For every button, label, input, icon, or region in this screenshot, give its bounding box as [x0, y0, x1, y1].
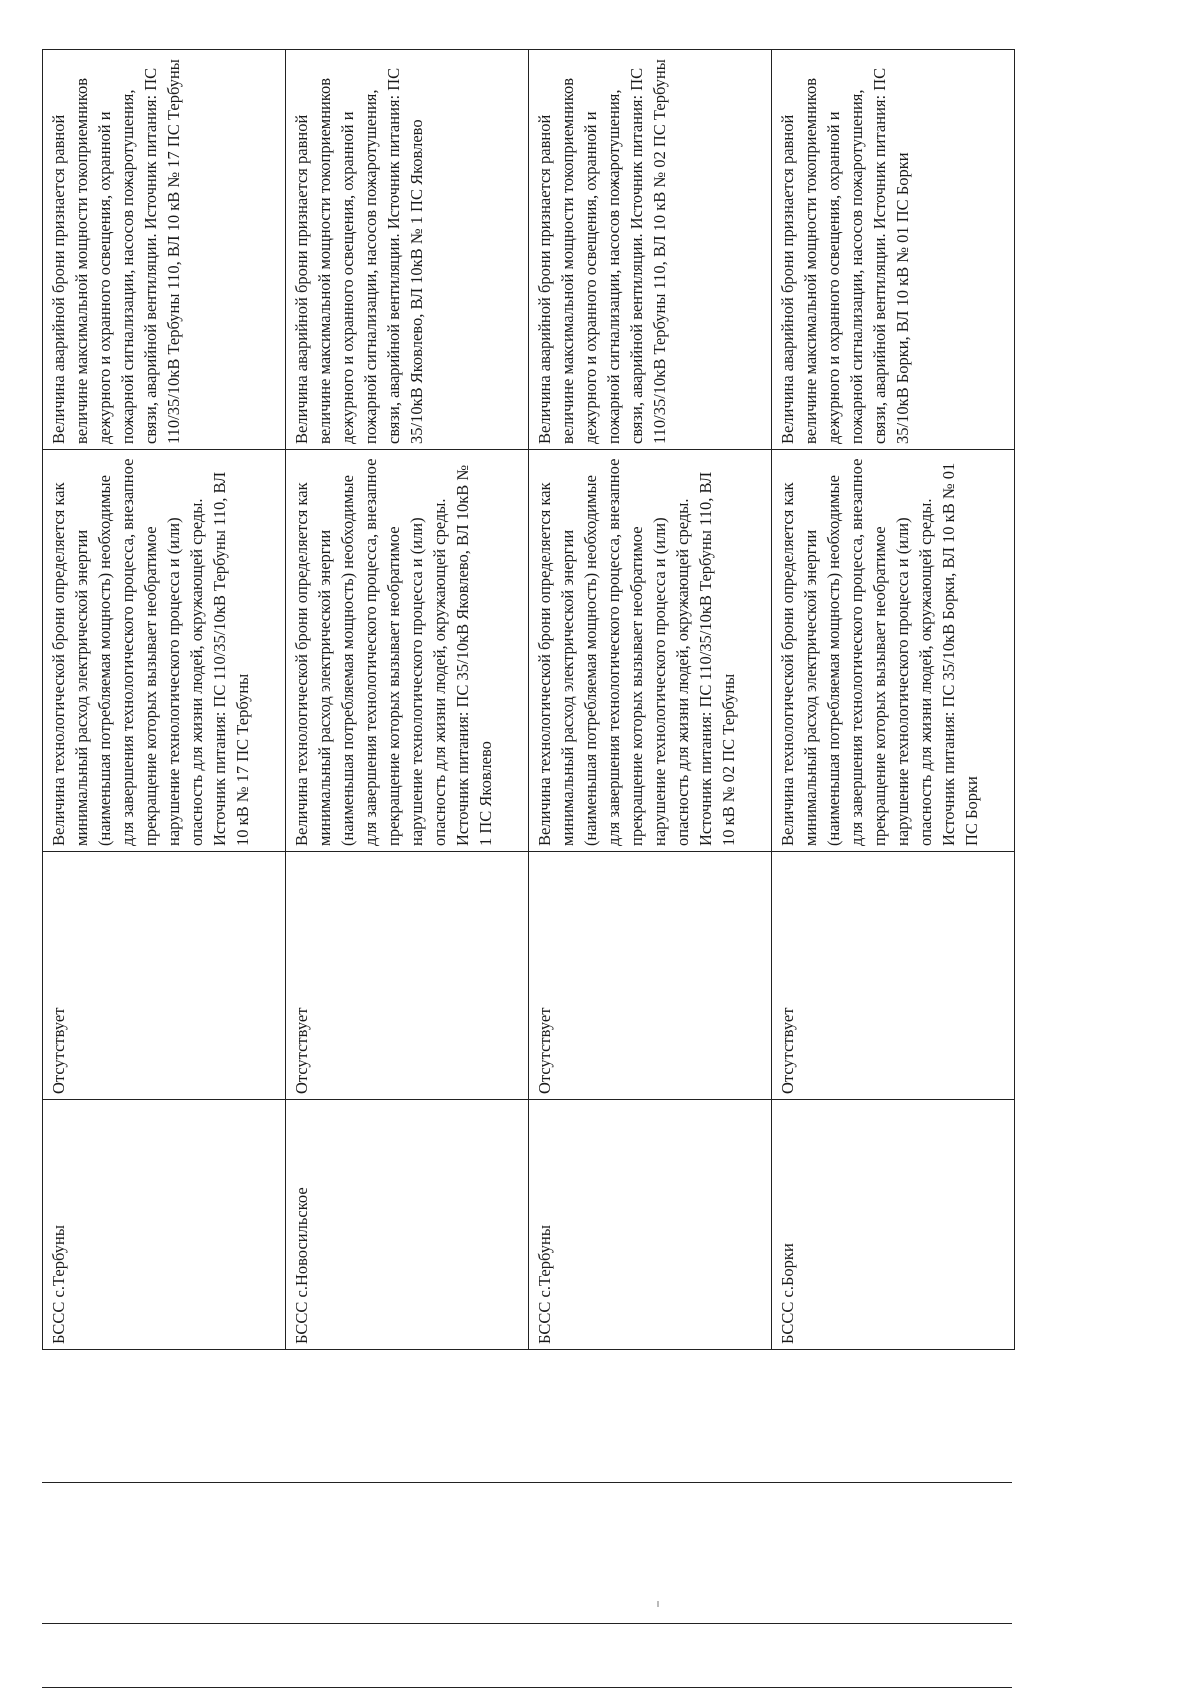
horizontal-rule — [42, 1687, 1012, 1688]
technological-reserve-cell: Величина технологической брони определяется как минимальный расход электрической энергии (наименьшая потребляемая мощность) необходимые для завершения технологического процесса, внезапное прекращение которых вызывает необратимое нарушение технологического процесса и (или) опасность для жизни людей, окружающей среды. Источник питания: ПС 35/10кВ Борки, ВЛ 10 кВ № 01 ПС Борки — [772, 450, 1015, 852]
consumer-name-cell: БССС с.Тербуны — [43, 1100, 286, 1350]
reserve-status-cell: Отсутствует — [772, 852, 1015, 1100]
table-row — [286, 50, 529, 1350]
table-row — [529, 50, 772, 1350]
horizontal-rule — [42, 1623, 1012, 1624]
horizontal-rule — [42, 1482, 1012, 1483]
reserve-status-cell: Отсутствует — [286, 852, 529, 1100]
consumer-name-cell: БССС с.Новосильское — [286, 1100, 529, 1350]
reserve-status-cell: Отсутствует — [529, 852, 772, 1100]
technological-reserve-cell: Величина технологической брони определяется как минимальный расход электрической энергии (наименьшая потребляемая мощность) необходимые для завершения технологического процесса, внезапное прекращение которых вызывает необратимое нарушение технологического процесса и (или) опасность для жизни людей, окружающей среды. Источник питания: ПС 35/10кВ Яковлево, ВЛ 10кВ № 1 ПС Яковлево — [286, 450, 529, 852]
emergency-reserve-cell: Величина аварийной брони признается равной величине максимальной мощности токоприемников дежурного и охранного освещения, охранной и пожарной сигнализации, насосов пожаротушения, связи, аварийной вентиляции. Источник питания: ПС 110/35/10кВ Тербуны 110, ВЛ 10 кВ № 02 ПС Тербуны — [529, 50, 772, 450]
rotated-table-container — [42, 50, 1015, 1350]
technological-reserve-cell: Величина технологической брони определяется как минимальный расход электрической энергии (наименьшая потребляемая мощность) необходимые для завершения технологического процесса, внезапное прекращение которых вызывает необратимое нарушение технологического процесса и (или) опасность для жизни людей, окружающей среды. Источник питания: ПС 110/35/10кВ Тербуны 110, ВЛ 10 кВ № 02 ПС Тербуны — [529, 450, 772, 852]
scan-speck — [657, 1601, 659, 1607]
emergency-reserve-cell: Величина аварийной брони признается равной величине максимальной мощности токоприемников дежурного и охранного освещения, охранной и пожарной сигнализации, насосов пожаротушения, связи, аварийной вентиляции. Источник питания: ПС 35/10кВ Борки, ВЛ 10 кВ № 01 ПС Борки — [772, 50, 1015, 450]
table-row — [43, 50, 286, 1350]
emergency-reserve-cell: Величина аварийной брони признается равной величине максимальной мощности токоприемников дежурного и охранного освещения, охранной и пожарной сигнализации, насосов пожаротушения, связи, аварийной вентиляции. Источник питания: ПС 110/35/10кВ Тербуны 110, ВЛ 10 кВ № 17 ПС Тербуны — [43, 50, 286, 450]
table-row — [772, 50, 1015, 1350]
emergency-reserve-cell: Величина аварийной брони признается равной величине максимальной мощности токоприемников дежурного и охранного освещения, охранной и пожарной сигнализации, насосов пожаротушения, связи, аварийной вентиляции. Источник питания: ПС 35/10кВ Яковлево, ВЛ 10кВ № 1 ПС Яковлево — [286, 50, 529, 450]
technological-reserve-cell: Величина технологической брони определяется как минимальный расход электрической энергии (наименьшая потребляемая мощность) необходимые для завершения технологического процесса, внезапное прекращение которых вызывает необратимое нарушение технологического процесса и (или) опасность для жизни людей, окружающей среды. Источник питания: ПС 110/35/10кВ Тербуны 110, ВЛ 10 кВ № 17 ПС Тербуны — [43, 450, 286, 852]
power-reserve-table — [42, 49, 1015, 1350]
consumer-name-cell: БССС с.Борки — [772, 1100, 1015, 1350]
reserve-status-cell: Отсутствует — [43, 852, 286, 1100]
consumer-name-cell: БССС с.Тербуны — [529, 1100, 772, 1350]
